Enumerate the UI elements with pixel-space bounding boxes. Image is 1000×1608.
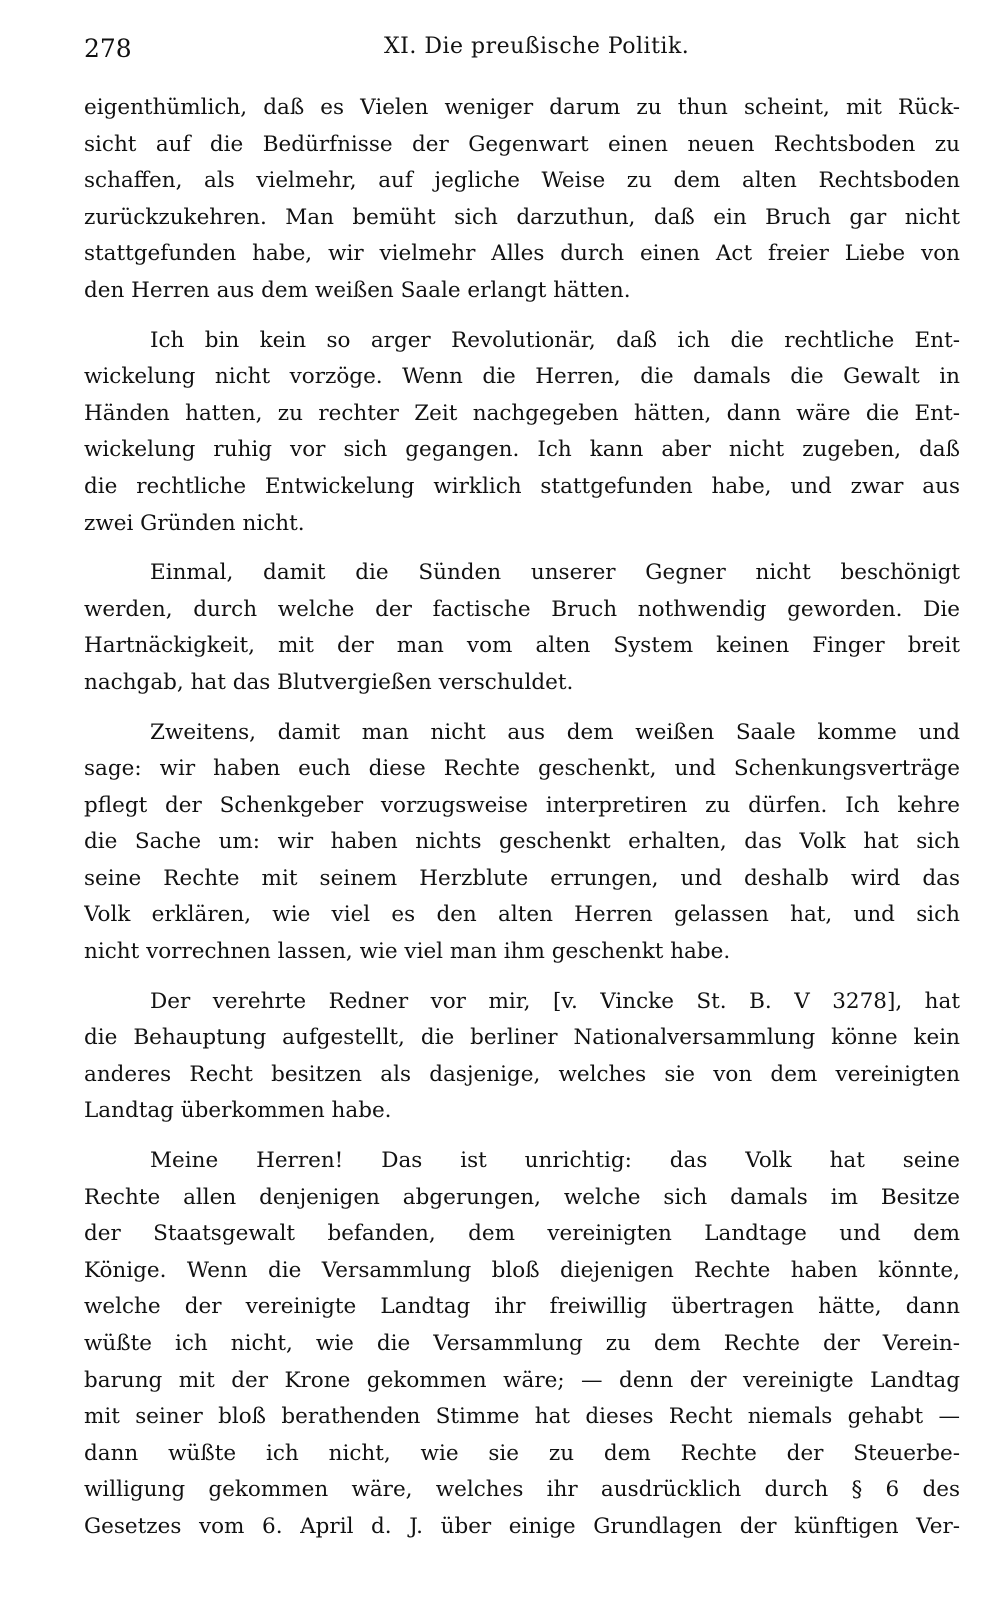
page-number: 278 <box>84 34 132 63</box>
text-line: wickelung ruhig vor sich gegangen. Ich kann aber nicht zugeben, daß <box>84 437 960 463</box>
paragraph <box>84 555 960 701</box>
book-page <box>84 26 960 1586</box>
paragraph <box>84 984 960 1130</box>
text-line: die rechtliche Entwickelung wirklich stattgefunden habe, und zwar aus <box>84 473 960 499</box>
chapter-title: XI. Die preußische Politik. <box>384 34 690 59</box>
running-head <box>84 26 960 70</box>
text-line: eigenthümlich, daß es Vielen weniger darum zu thun scheint, mit Rück- <box>84 95 960 120</box>
text-line: Zweitens, damit man nicht aus dem weißen Saale komme und <box>150 719 960 745</box>
text-line: Gesetzes vom 6. April d. J. über einige Grundlagen der künftigen Ver- <box>84 1513 960 1539</box>
text-line: Rechte allen denjenigen abgerungen, welche sich damals im Besitze <box>84 1184 960 1210</box>
text-line: Ich bin kein so arger Revolutionär, daß ich die rechtliche Ent- <box>150 327 960 353</box>
text-line: schaffen, als vielmehr, auf jegliche Weise zu dem alten Rechtsboden <box>84 168 960 194</box>
text-line: wickelung nicht vorzöge. Wenn die Herren, die damals die Gewalt in <box>84 364 960 390</box>
text-line: Landtag überkommen habe. <box>84 1098 392 1124</box>
text-line: pflegt der Schenkgeber vorzugsweise interpretiren zu dürfen. Ich kehre <box>84 792 960 818</box>
text-line: Könige. Wenn die Versammlung bloß diejenigen Rechte haben könnte, <box>84 1257 960 1283</box>
text-line: sage: wir haben euch diese Rechte geschenkt, und Schenkungsverträge <box>84 756 960 782</box>
text-line: willigung gekommen wäre, welches ihr ausdrücklich durch § 6 des <box>84 1477 960 1503</box>
text-line: der Staatsgewalt befanden, dem vereinigten Landtage und dem <box>84 1221 960 1247</box>
text-line: zurückzukehren. Man bemüht sich darzuthun, daß ein Bruch gar nicht <box>84 204 960 230</box>
text-line: Volk erklären, wie viel es den alten Herren gelassen hat, und sich <box>84 902 960 928</box>
paragraph <box>84 715 960 971</box>
text-line: zwei Gründen nicht. <box>84 510 305 536</box>
text-line: Händen hatten, zu rechter Zeit nachgegeben hätten, dann wäre die Ent- <box>84 400 960 426</box>
text-line: die Behauptung aufgestellt, die berliner Nationalversammlung könne kein <box>84 1025 960 1051</box>
text-line: nicht vorrechnen lassen, wie viel man ihm geschenkt habe. <box>84 939 731 965</box>
text-line: seine Rechte mit seinem Herzblute errungen, und deshalb wird das <box>84 865 960 891</box>
text-line: Hartnäckigkeit, mit der man vom alten System keinen Finger breit <box>84 633 960 659</box>
text-line: werden, durch welche der factische Bruch nothwendig geworden. Die <box>84 596 960 622</box>
text-line: die Sache um: wir haben nichts geschenkt erhalten, das Volk hat sich <box>84 829 960 855</box>
text-line: mit seiner bloß berathenden Stimme hat dieses Recht niemals gehabt — <box>84 1404 960 1430</box>
text-line: den Herren aus dem weißen Saale erlangt hätten. <box>84 277 631 303</box>
text-line: nachgab, hat das Blutvergießen verschuldet. <box>84 669 574 695</box>
text-line: sicht auf die Bedürfnisse der Gegenwart einen neuen Rechtsboden zu <box>84 131 960 157</box>
text-line: welche der vereinigte Landtag ihr freiwillig übertragen hätte, dann <box>84 1294 960 1320</box>
text-body <box>84 90 960 1546</box>
text-line: barung mit der Krone gekommen wäre; — denn der vereinigte Landtag <box>84 1367 960 1393</box>
text-line: Der verehrte Redner vor mir, [v. Vincke St. B. V 3278], hat <box>150 988 960 1014</box>
text-line: wüßte ich nicht, wie die Versammlung zu dem Rechte der Verein- <box>84 1331 960 1356</box>
paragraph <box>84 323 960 543</box>
text-line: stattgefunden habe, wir vielmehr Alles durch einen Act freier Liebe von <box>84 241 960 267</box>
paragraph <box>84 90 960 310</box>
text-line: dann wüßte ich nicht, wie sie zu dem Rechte der Steuerbe- <box>84 1440 960 1466</box>
text-line: anderes Recht besitzen als dasjenige, welches sie von dem vereinigten <box>84 1061 960 1087</box>
text-line: Meine Herren! Das ist unrichtig: das Volk hat seine <box>150 1148 960 1174</box>
text-line: Einmal, damit die Sünden unserer Gegner nicht beschönigt <box>150 560 960 586</box>
paragraph <box>84 1143 960 1546</box>
